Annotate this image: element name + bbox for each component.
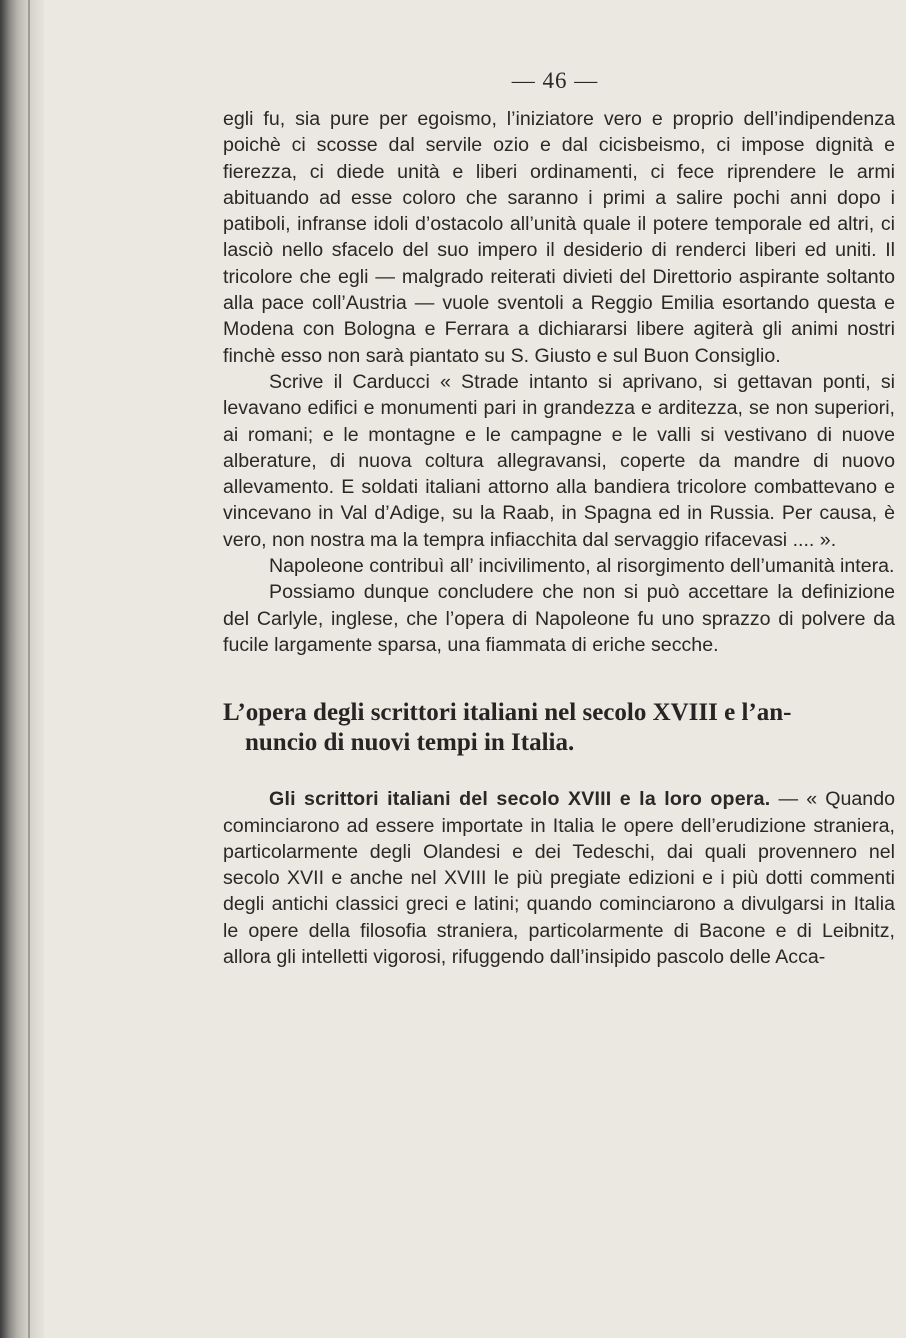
book-binding-shadow [0,0,44,1338]
page-number: — 46 — [511,68,599,93]
section-paragraph [223,786,895,970]
paragraph-carducci-quote: Scrive il Carducci « Strade intanto si aprivano, si gettavan ponti, si levavano edifici e monumenti pari in grandezza e arditezza, se non superiori, ai romani; e le montagne e le campagne e le valli si vestivano di nuove alberature, di nuova coltura allegravansi, coperte da mandre di nuovo allevamento. E soldati italiani attorno alla bandiera tricolore combattevano e vincevano in Val d’Adige, su la Raab, in Spagna ed in Russia. Per causa, è vero, non nostra ma la tempra infiacchita dal servaggio rifacevasi .... ». [223,370,895,551]
section-heading-line-2: nuncio di nuovi tempi in Italia. [245,729,575,757]
binding-edge-line [28,0,30,1338]
paragraph-carlyle-conclusion: Possiamo dunque concludere che non si può accettare la definizione del Carlyle, inglese, che l’opera di Napoleone fu uno sprazzo di polvere da fucile largamente sparsa, una fiammata di eriche secche. [223,581,895,656]
paragraph-napoleone-independence: egli fu, sia pure per egoismo, l’iniziatore vero e proprio dell’indipendenza poichè ci scosse dal servile ozio e dal cicisbeismo, ci impose dignità e fierezza, ci diede unità e liberi ordinamenti, ci fece riprendere le armi abituando ad esse coloro che saranno i primi a salire pochi anni dopo i patiboli, infranse idoli d’ostacolo all’unità quale il potere temporale ed altri, ci lasciò nello sfacelo del suo impero il desiderio di renderci liberi ed uniti. Il tricolore che egli — malgrado reiterati divieti del Direttorio aspirante soltanto alla pace coll’Austria — vuole sventoli a Reggio Emilia esortando questa e Modena con Bologna e Ferrara a dichiararsi libere agiterà gli animi nostri finchè esso non sarà piantato su S. Giusto e sul Buon Consiglio. [223,108,895,367]
body-text [223,106,895,970]
paragraph-napoleone-contribution: Napoleone contribuì all’ incivilimento, al risorgimento dell’umanità intera. [269,555,895,578]
subheading: Gli scrittori italiani del secolo XVIII e la loro opera. [269,788,771,811]
section-text: « Quando cominciarono ad essere importate in Italia le opere dell’erudizione straniera, particolarmente degli Olandesi e dei Tedeschi, dai quali provennero nel secolo XVII e anche nel XVIII le più pregiate edizioni e i più dotti commenti degli antichi classici greci e latini; quando cominciarono a divulgarsi in Italia le opere della filosofia straniera, particolarmente di Bacone e di Leibnitz, allora gli intelletti vigorosi, rifuggendo dall’insipido pascolo delle Acca- [223,788,895,969]
subheading-dash: — [770,788,799,811]
section-heading [223,698,895,758]
section-heading-line-1: L’opera degli scrittori italiani nel secolo XVIII e l’an- [223,699,792,727]
